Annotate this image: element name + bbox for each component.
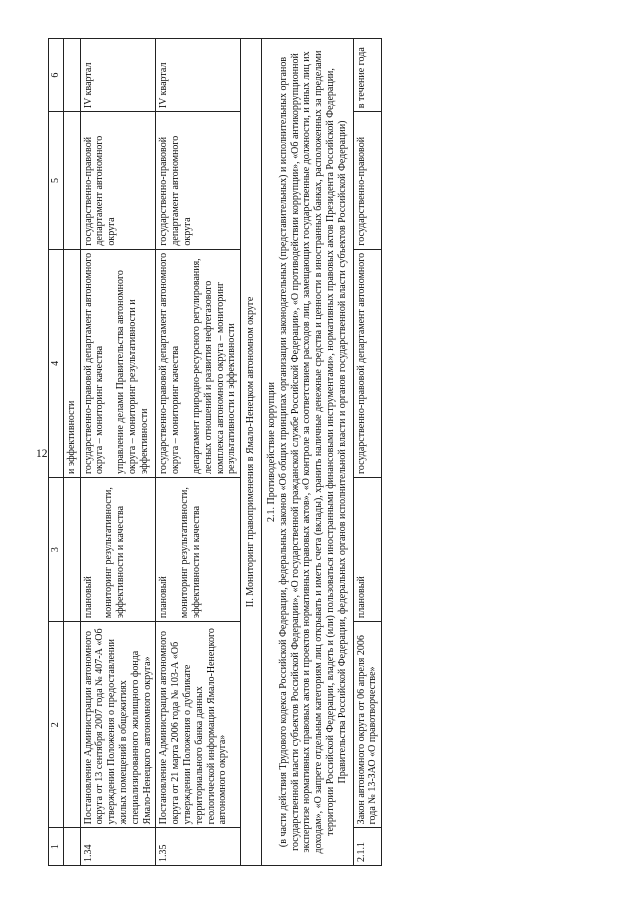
cell-monitoring-type: плановый — [353, 478, 382, 622]
cell-term: IV квартал — [156, 39, 241, 112]
table-row-1-34 — [80, 39, 156, 866]
cell-responsible: государственно-правовой департамент автономного округа — [156, 112, 241, 249]
column-number: 1 — [49, 828, 64, 866]
cell-responsible: государственно-правовой департамент автономного округа — [80, 112, 156, 249]
table-row-2-1-1 — [353, 39, 382, 866]
monitoring-scope: мониторинг результативности, эффективности и качества — [103, 487, 127, 619]
cell-number: 2.1.1 — [353, 828, 382, 866]
cell-monitoring-type — [156, 478, 241, 622]
column-number: 4 — [49, 249, 64, 477]
column-number-row — [49, 39, 64, 866]
executor-effectiveness: управление делами Правительства автономного округа – мониторинг результативности и эффективности — [115, 270, 150, 475]
cell-executors: государственно-правовой департамент автономного — [353, 249, 382, 477]
cell-responsible: государственно-правовой — [353, 112, 382, 249]
table-row-continuation — [63, 39, 80, 866]
subsection-row — [261, 39, 353, 866]
executor-quality: государственно-правовой департамент автономного округа – мониторинг качества — [158, 252, 182, 475]
column-number: 6 — [49, 39, 64, 112]
cell-legal-act: Закон автономного округа от 06 апреля 2006 года № 13-ЗАО «О правотворчестве» — [353, 622, 382, 828]
monitoring-plan-table — [48, 38, 382, 866]
monitoring-scope: мониторинг результативности, эффективности и качества — [179, 487, 202, 619]
monitoring-kind: плановый — [158, 576, 170, 619]
cell-executors — [156, 249, 241, 477]
column-number: 5 — [49, 112, 64, 249]
cell-term: в течение года — [353, 39, 382, 112]
section-title: II. Мониторинг правоприменения в Ямало-Ненецком автономном округе — [241, 39, 262, 866]
cell-monitoring-type — [80, 478, 156, 622]
subsection-title: 2.1. Противодействие коррупции — [265, 382, 277, 522]
cell-number: 1.35 — [156, 828, 241, 866]
table-row-1-35 — [156, 39, 241, 866]
document-table-rotated — [48, 38, 540, 866]
column-number: 3 — [49, 478, 64, 622]
subsection-description: (в части действия Трудового кодекса Российской Федерации, федеральных законов «Об общих принципах организации законодательных (представительных) и исполнительных органов государственной власти субъектов Российской Федерации», «О государственной гражданской службе Российской Федерации», «О противодействии коррупции», «Об антикоррупционной экспертизе нормативных правовых актов и проектов нормативных правовых актов», «О контроле за соответствием расходов лиц, замещающих государственные должности, и иных лиц их доходам», «О запрете отдельным категориям лиц открывать и иметь счета (вклады), хранить наличные денежные средства и ценности в иностранных банках, расположенных за пределами территории Российской Федерации, владеть и (или) пользоваться иностранными финансовыми инструментами», нормативных правовых актов Президента Российской Федерации, Правительства Российской Федерации, федеральных органов исполнительной власти и органов государственной власти субъектов Российской Федерации) — [277, 50, 348, 854]
monitoring-kind: плановый — [82, 576, 94, 619]
cell-number: 1.34 — [80, 828, 156, 866]
executor-quality: государственно-правовой департамент автономного округа – мониторинг качества — [82, 252, 106, 475]
cell-executors — [80, 249, 156, 477]
section-heading-row — [241, 39, 262, 866]
cell-legal-act: Постановление Администрации автономного округа от 21 марта 2006 года № 103-А «Об утверждении Положения о дубликате территориального банка данных геологической информации Ямало-Ненецкого автономного округа» — [156, 622, 241, 828]
cell-legal-act: Постановление Администрации автономного округа от 13 сентября 2007 года № 407-А «Об утверждении Положения о предоставлении жилых помещений в общежитиях специализированного жилищного фонда Ямало-Ненецкого автономного округа» — [80, 622, 156, 828]
subsection-cell — [261, 39, 353, 866]
cell-term: IV квартал — [80, 39, 156, 112]
executor-effectiveness: департамент природно-ресурсного регулирования, лесных отношений и развития нефтегазового комплекса автономного округа – мониторинг результативности и эффективности — [190, 258, 238, 475]
cell-executor-continued: и эффективности — [63, 249, 80, 477]
page-number: 12 — [36, 448, 48, 460]
column-number: 2 — [49, 622, 64, 828]
